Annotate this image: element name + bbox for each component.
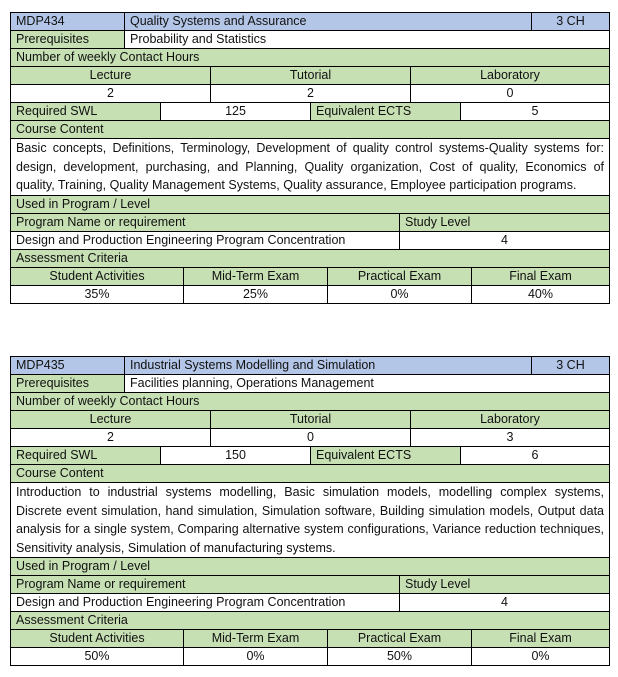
program-header: Program Name or requirement (11, 214, 400, 231)
practical-value: 0% (328, 286, 472, 303)
assessment-label: Assessment Criteria (11, 612, 609, 629)
course-content-label-row (10, 121, 610, 139)
swl-ects-row (10, 447, 610, 465)
prerequisites-row (10, 31, 610, 49)
contact-hours-label: Number of weekly Contact Hours (11, 393, 609, 410)
course-content-label: Course Content (11, 465, 609, 482)
lecture-header: Lecture (11, 411, 211, 428)
study-level: 4 (400, 232, 609, 249)
laboratory-header: Laboratory (411, 411, 609, 428)
swl-label: Required SWL (11, 447, 161, 464)
practical-header: Practical Exam (328, 268, 472, 285)
credit-hours: 3 CH (532, 13, 609, 30)
assessment-header-row (10, 268, 610, 286)
program-name: Design and Production Engineering Program Concentration (11, 594, 400, 611)
assessment-values-row (10, 648, 610, 666)
used-in-label: Used in Program / Level (11, 196, 609, 213)
midterm-value: 0% (184, 648, 328, 665)
used-in-label-row (10, 196, 610, 214)
course-table-mdp435 (10, 356, 610, 666)
midterm-value: 25% (184, 286, 328, 303)
prerequisites-label: Prerequisites (11, 375, 125, 392)
tutorial-header: Tutorial (211, 411, 411, 428)
credit-hours: 3 CH (532, 357, 609, 374)
study-level-header: Study Level (400, 214, 609, 231)
contact-hours-header-row (10, 411, 610, 429)
student-activities-header: Student Activities (11, 268, 184, 285)
ects-label: Equivalent ECTS (311, 447, 461, 464)
final-header: Final Exam (472, 268, 609, 285)
midterm-header: Mid-Term Exam (184, 268, 328, 285)
program-row (10, 232, 610, 250)
program-name: Design and Production Engineering Program Concentration (11, 232, 400, 249)
swl-value: 150 (161, 447, 311, 464)
course-content-text: Basic concepts, Definitions, Terminology, Development of quality control systems-Quality systems for: design, development, purchasing, and Planning, Quality organization, Cost of quality, Economics of quality, Training, Quality Management Systems, Quality assurance, Employee participation programs. (10, 139, 610, 196)
used-in-label-row (10, 558, 610, 576)
practical-value: 50% (328, 648, 472, 665)
course-title: Quality Systems and Assurance (125, 13, 532, 30)
course-code: MDP434 (11, 13, 125, 30)
program-row (10, 594, 610, 612)
contact-hours-values-row (10, 429, 610, 447)
practical-header: Practical Exam (328, 630, 472, 647)
course-header-row (10, 356, 610, 375)
student-activities-value: 35% (11, 286, 184, 303)
program-header-row (10, 576, 610, 594)
course-table-mdp434 (10, 12, 610, 304)
ects-value: 6 (461, 447, 609, 464)
student-activities-value: 50% (11, 648, 184, 665)
prerequisites-label: Prerequisites (11, 31, 125, 48)
laboratory-hours: 3 (411, 429, 609, 446)
course-content-text: Introduction to industrial systems modelling, Basic simulation models, modelling complex systems, Discrete event simulation, hand simulation, Simulation software, Building simulation models, Output data analysis for a single system, Comparing alternative system configurations, Variance reduction techniques, Sensitivity analysis, Simulation of manufacturing systems. (10, 483, 610, 558)
tutorial-header: Tutorial (211, 67, 411, 84)
program-header: Program Name or requirement (11, 576, 400, 593)
course-content-label: Course Content (11, 121, 609, 138)
used-in-label: Used in Program / Level (11, 558, 609, 575)
swl-value: 125 (161, 103, 311, 120)
prerequisites-row (10, 375, 610, 393)
assessment-values-row (10, 286, 610, 304)
midterm-header: Mid-Term Exam (184, 630, 328, 647)
course-title: Industrial Systems Modelling and Simulation (125, 357, 532, 374)
contact-hours-values-row (10, 85, 610, 103)
assessment-header-row (10, 630, 610, 648)
assessment-label: Assessment Criteria (11, 250, 609, 267)
final-header: Final Exam (472, 630, 609, 647)
lecture-header: Lecture (11, 67, 211, 84)
tutorial-hours: 2 (211, 85, 411, 102)
swl-ects-row (10, 103, 610, 121)
lecture-hours: 2 (11, 429, 211, 446)
assessment-label-row (10, 612, 610, 630)
final-value: 0% (472, 648, 609, 665)
laboratory-header: Laboratory (411, 67, 609, 84)
study-level-header: Study Level (400, 576, 609, 593)
prerequisites-value: Facilities planning, Operations Management (125, 375, 609, 392)
swl-label: Required SWL (11, 103, 161, 120)
assessment-label-row (10, 250, 610, 268)
study-level: 4 (400, 594, 609, 611)
course-header-row (10, 12, 610, 31)
prerequisites-value: Probability and Statistics (125, 31, 609, 48)
tutorial-hours: 0 (211, 429, 411, 446)
ects-value: 5 (461, 103, 609, 120)
laboratory-hours: 0 (411, 85, 609, 102)
contact-hours-label: Number of weekly Contact Hours (11, 49, 609, 66)
contact-hours-header-row (10, 67, 610, 85)
program-header-row (10, 214, 610, 232)
ects-label: Equivalent ECTS (311, 103, 461, 120)
student-activities-header: Student Activities (11, 630, 184, 647)
contact-hours-label-row (10, 49, 610, 67)
lecture-hours: 2 (11, 85, 211, 102)
final-value: 40% (472, 286, 609, 303)
course-code: MDP435 (11, 357, 125, 374)
contact-hours-label-row (10, 393, 610, 411)
course-content-label-row (10, 465, 610, 483)
